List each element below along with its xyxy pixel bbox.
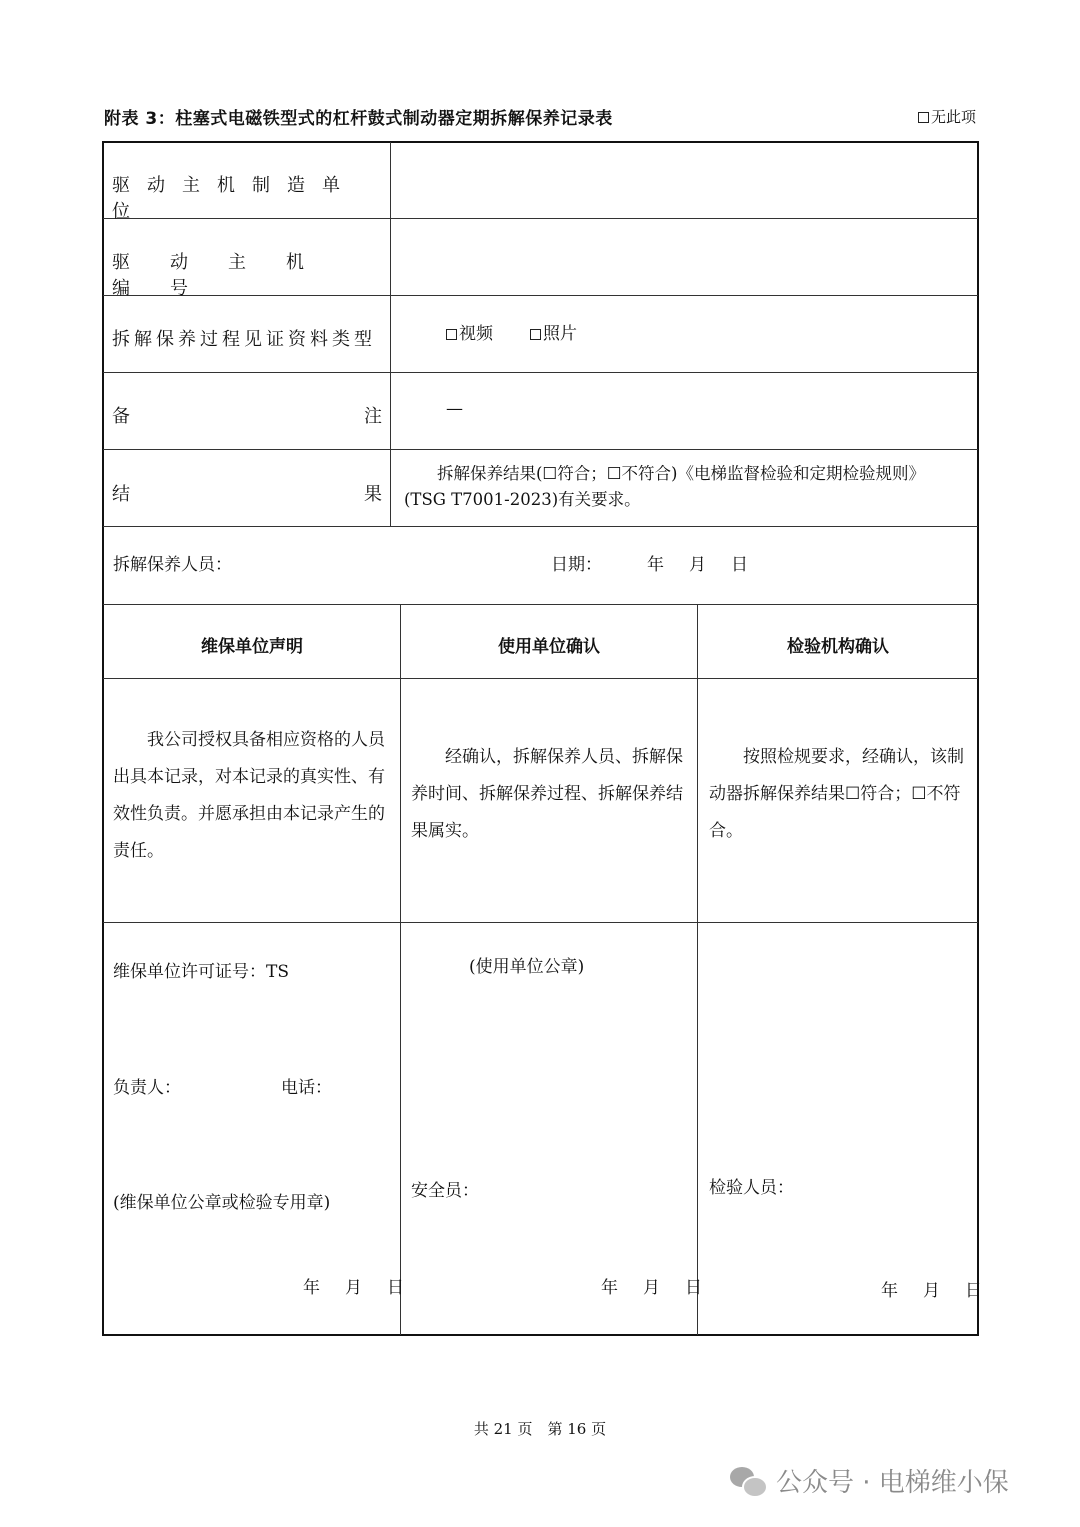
- row-divider: [103, 678, 978, 679]
- responsible-label: 负责人：: [113, 1078, 181, 1098]
- wechat-icon: [730, 1467, 766, 1495]
- row-divider: [103, 372, 978, 373]
- serial-field[interactable]: [392, 222, 976, 292]
- result-line-1: 拆解保养结果(☐符合；☐不符合)《电梯监督检验和定期检验规则》: [437, 464, 925, 483]
- maint-sign-date: 年 月 日: [303, 1278, 408, 1298]
- result-label: [112, 480, 382, 506]
- row-divider: [103, 922, 978, 923]
- inspection-header: 检验机构确认: [787, 637, 889, 657]
- remarks-label-a: 备: [112, 406, 130, 427]
- license-label: 维保单位许可证号：TS: [113, 962, 289, 982]
- user-unit-statement: 经确认，拆解保养人员、拆解保养时间、拆解保养过程、拆解保养结果属实。: [411, 747, 683, 841]
- checkbox-icon[interactable]: [446, 329, 457, 340]
- form-title: 附表 3：柱塞式电磁铁型式的杠杆鼓式制动器定期拆解保养记录表: [104, 109, 613, 129]
- result-label-b: 果: [364, 484, 382, 505]
- watermark: [730, 1462, 1009, 1499]
- result-line-2: (TSG T7001-2023)有关要求。: [404, 490, 641, 509]
- personnel-label: 拆解保养人员：: [113, 555, 232, 575]
- row-divider: [103, 526, 978, 527]
- manufacturer-field[interactable]: [392, 150, 976, 216]
- inspector-label: 检验人员：: [709, 1178, 794, 1198]
- evidence-video-label: 视频: [459, 324, 493, 344]
- user-seal-label: (使用单位公章): [469, 957, 585, 977]
- evidence-video-option[interactable]: [446, 326, 493, 343]
- manufacturer-label: [112, 171, 382, 223]
- column-divider: [390, 142, 391, 527]
- remarks-value: —: [446, 399, 463, 419]
- checkbox-icon[interactable]: [530, 329, 541, 340]
- user-sign-date: 年 月 日: [601, 1278, 706, 1298]
- manufacturer-label-text: 驱动主机制造单位: [112, 175, 357, 222]
- evidence-label: [112, 325, 382, 351]
- row-divider: [103, 604, 978, 605]
- row-divider: [103, 449, 978, 450]
- evidence-photo-label: 照片: [543, 324, 577, 344]
- column-divider: [400, 604, 401, 1335]
- date-ymd: 年 月 日: [647, 555, 752, 575]
- not-applicable-option[interactable]: [918, 106, 976, 127]
- user-unit-header: 使用单位确认: [498, 637, 600, 657]
- watermark-text: 公众号 · 电梯维小保: [776, 1468, 1009, 1498]
- not-applicable-label: 无此项: [931, 108, 977, 126]
- result-label-a: 结: [112, 484, 130, 505]
- checkbox-icon[interactable]: [918, 112, 929, 123]
- phone-label: 电话：: [281, 1078, 332, 1098]
- maint-unit-header: 维保单位声明: [201, 637, 303, 657]
- evidence-label-text: 拆解保养过程见证资料类型: [112, 329, 376, 350]
- serial-label-text: 驱动主机编号: [112, 252, 344, 299]
- date-label: 日期：: [551, 555, 602, 575]
- maint-seal-label: (维保单位公章或检验专用章): [113, 1193, 331, 1213]
- inspection-statement: 按照检规要求，经确认，该制动器拆解保养结果☐符合；☐不符合。: [709, 747, 964, 841]
- maint-unit-statement: 我公司授权具备相应资格的人员出具本记录，对本记录的真实性、有效性负责。并愿承担由本记录产生的责任。: [113, 730, 385, 861]
- remarks-label-b: 注: [364, 406, 382, 427]
- page-number: 共 21 页 第 16 页: [473, 1420, 607, 1438]
- insp-sign-date: 年 月 日: [881, 1281, 986, 1301]
- serial-label: [112, 248, 382, 300]
- evidence-photo-option[interactable]: [530, 326, 577, 343]
- column-divider: [697, 604, 698, 1335]
- remarks-label: [112, 402, 382, 428]
- safety-officer-label: 安全员：: [411, 1181, 479, 1201]
